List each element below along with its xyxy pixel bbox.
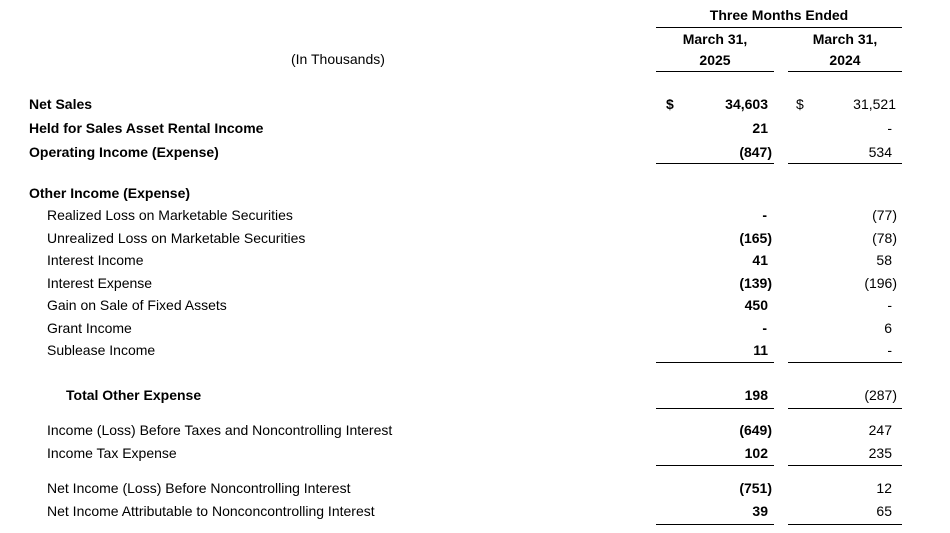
units-label: (In Thousands) [291, 51, 385, 67]
gain-on-sale-2025: 450 [744, 297, 768, 313]
net-income-before-nci-2024: 12 [876, 480, 892, 496]
unrealized-loss-2025: (165) [739, 230, 772, 246]
col-2024-rule [788, 71, 902, 72]
gain-on-sale-2024: - [887, 297, 892, 313]
col-2025-rule [656, 71, 774, 72]
realized-loss-label: Realized Loss on Marketable Securities [47, 207, 293, 223]
net-sales-currency-2025: $ [666, 96, 674, 112]
operating-rule-2024 [788, 163, 902, 164]
sublease-rule-2025 [656, 362, 774, 363]
operating-income-2024: 534 [868, 144, 892, 160]
period-header: Three Months Ended [709, 7, 849, 23]
total-other-2024: (287) [864, 387, 897, 403]
total-other-rule-2025 [656, 408, 774, 409]
sublease-rule-2024 [788, 362, 902, 363]
held-for-sale-label: Held for Sales Asset Rental Income [29, 120, 264, 136]
col-2024-month: March 31, [812, 31, 878, 47]
net-sales-label: Net Sales [29, 96, 93, 112]
operating-income-label: Operating Income (Expense) [29, 144, 219, 160]
grant-income-2025: - [762, 320, 767, 336]
held-for-sale-2024: - [887, 120, 892, 136]
income-before-taxes-2025: (649) [739, 422, 772, 438]
net-income-nci-rule-2025 [656, 524, 774, 525]
operating-rule-2025 [656, 163, 774, 164]
sublease-income-label: Sublease Income [47, 342, 156, 358]
grant-income-label: Grant Income [47, 320, 132, 336]
interest-expense-2024: (196) [864, 275, 897, 291]
interest-expense-label: Interest Expense [47, 275, 153, 291]
grant-income-2024: 6 [884, 320, 892, 336]
net-income-before-nci-label: Net Income (Loss) Before Noncontrolling Interest [47, 480, 351, 496]
net-income-nci-rule-2024 [788, 524, 902, 525]
net-income-nci-2024: 65 [876, 503, 892, 519]
interest-expense-2025: (139) [739, 275, 772, 291]
gain-on-sale-label: Gain on Sale of Fixed Assets [47, 297, 227, 313]
sublease-income-2024: - [887, 342, 892, 358]
interest-income-2025: 41 [752, 252, 768, 268]
income-before-taxes-label: Income (Loss) Before Taxes and Noncontrolling Interest [47, 422, 393, 438]
income-tax-2024: 235 [868, 445, 892, 461]
sublease-income-2025: 11 [753, 342, 768, 358]
col-2024-year: 2024 [829, 52, 861, 68]
income-before-taxes-2024: 247 [868, 422, 892, 438]
income-tax-rule-2025 [656, 465, 774, 466]
net-sales-2024: 31,521 [853, 96, 896, 112]
realized-loss-2024: (77) [872, 207, 897, 223]
net-income-before-nci-2025: (751) [739, 480, 772, 496]
net-income-nci-2025: 39 [752, 503, 768, 519]
net-sales-currency-2024: $ [796, 96, 804, 112]
operating-income-2025: (847) [739, 144, 772, 160]
total-other-label: Total Other Expense [66, 387, 202, 403]
realized-loss-2025: - [762, 207, 767, 223]
total-other-2025: 198 [744, 387, 768, 403]
net-income-nci-label: Net Income Attributable to Nonconcontrolling Interest [47, 503, 375, 519]
held-for-sale-2025: 21 [752, 120, 768, 136]
other-income-heading: Other Income (Expense) [29, 185, 191, 201]
col-2025-year: 2025 [699, 52, 731, 68]
income-tax-label: Income Tax Expense [47, 445, 177, 461]
total-other-rule-2024 [788, 408, 902, 409]
net-sales-2025: 34,603 [725, 96, 768, 112]
income-tax-rule-2024 [788, 465, 902, 466]
unrealized-loss-label: Unrealized Loss on Marketable Securities [47, 230, 306, 246]
income-tax-2025: 102 [744, 445, 768, 461]
interest-income-2024: 58 [876, 252, 892, 268]
header-rule [656, 27, 902, 28]
unrealized-loss-2024: (78) [872, 230, 897, 246]
interest-income-label: Interest Income [47, 252, 144, 268]
col-2025-month: March 31, [682, 31, 748, 47]
